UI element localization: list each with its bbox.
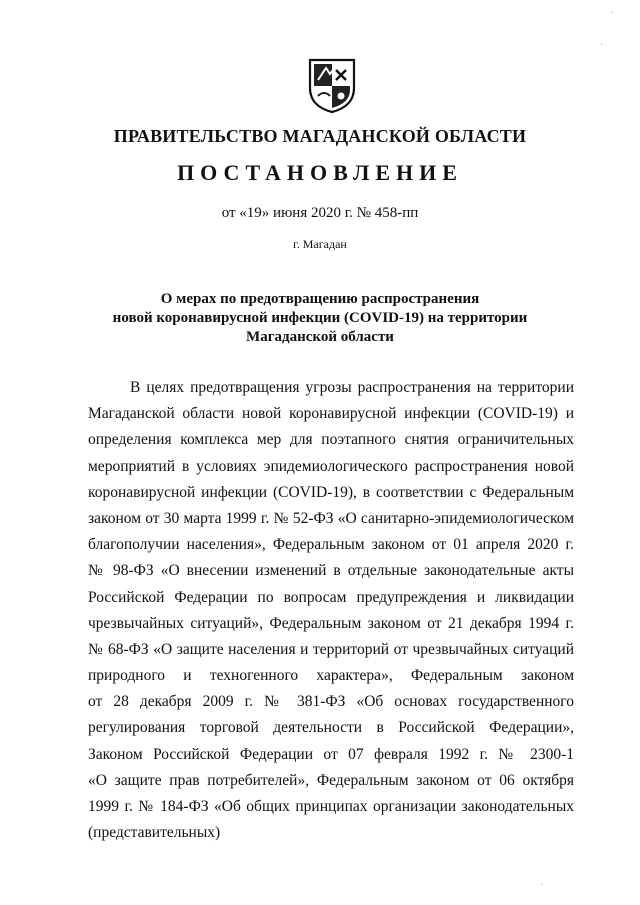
body-line: «О защите прав потребителей», Федеральным законом от 06 октября — [88, 771, 574, 789]
document-body — [88, 375, 574, 846]
body-line: (представительных) — [88, 824, 221, 842]
document-type-heading: ПОСТАНОВЛЕНИЕ — [177, 160, 463, 185]
subject-line: Магаданской области — [246, 329, 394, 345]
body-line: № 98-ФЗ «О внесении изменений в отдельные законодательные акты — [88, 562, 574, 580]
scan-speck-decoration: · — [540, 880, 544, 891]
body-line: Законом Российской Федерации от 07 февраля 1992 г. № 2300-1 — [88, 745, 574, 763]
document-subject — [100, 290, 540, 347]
body-line: регулирования торговой деятельности в Российской Федерации», — [88, 719, 574, 737]
coat-of-arms-icon — [306, 56, 358, 114]
body-line: № 68-ФЗ «О защите населения и территорий от чрезвычайных ситуаций — [88, 640, 574, 658]
body-line: природного и техногенного характера», Федеральным законом — [88, 667, 574, 685]
document-city: г. Магадан — [293, 237, 347, 251]
body-line: благополучии населения», Федеральным законом от 01 апреля 2020 г. — [88, 536, 574, 554]
scan-speck-decoration: · — [610, 8, 614, 19]
body-line: определения комплекса мер для поэтапного снятия ограничительных — [88, 431, 574, 449]
body-line: В целях предотвращения угрозы распространения на территории — [130, 379, 574, 396]
body-line: от 28 декабря 2009 г. № 381-ФЗ «Об основах государственного — [88, 693, 574, 711]
body-line: коронавирусной инфекции (COVID-19), в соответствии с Федеральным — [88, 483, 574, 501]
body-line: Магаданской области новой коронавирусной инфекции (COVID-19) и — [88, 405, 574, 423]
body-line: Российской Федерации по вопросам предупреждения и ликвидации — [88, 588, 574, 606]
scan-speck-decoration: · — [600, 40, 604, 51]
organization-title: ПРАВИТЕЛЬСТВО МАГАДАНСКОЙ ОБЛАСТИ — [113, 126, 527, 146]
body-line: 1999 г. № 184-ФЗ «Об общих принципах организации законодательных — [88, 798, 574, 815]
body-line: мероприятий в условиях эпидемиологического распространения новой — [88, 457, 574, 475]
subject-line: новой коронавирусной инфекции (COVID-19) на территории — [112, 310, 528, 326]
document-date-number: от «19» июня 2020 г. № 458-пп — [221, 205, 419, 221]
body-line: законом от 30 марта 1999 г. № 52-ФЗ «О санитарно-эпидемиологическом — [88, 509, 574, 527]
body-line: чрезвычайных ситуаций», Федеральным законом от 21 декабря 1994 г. — [88, 614, 574, 632]
subject-line: О мерах по предотвращению распространения — [160, 291, 480, 307]
